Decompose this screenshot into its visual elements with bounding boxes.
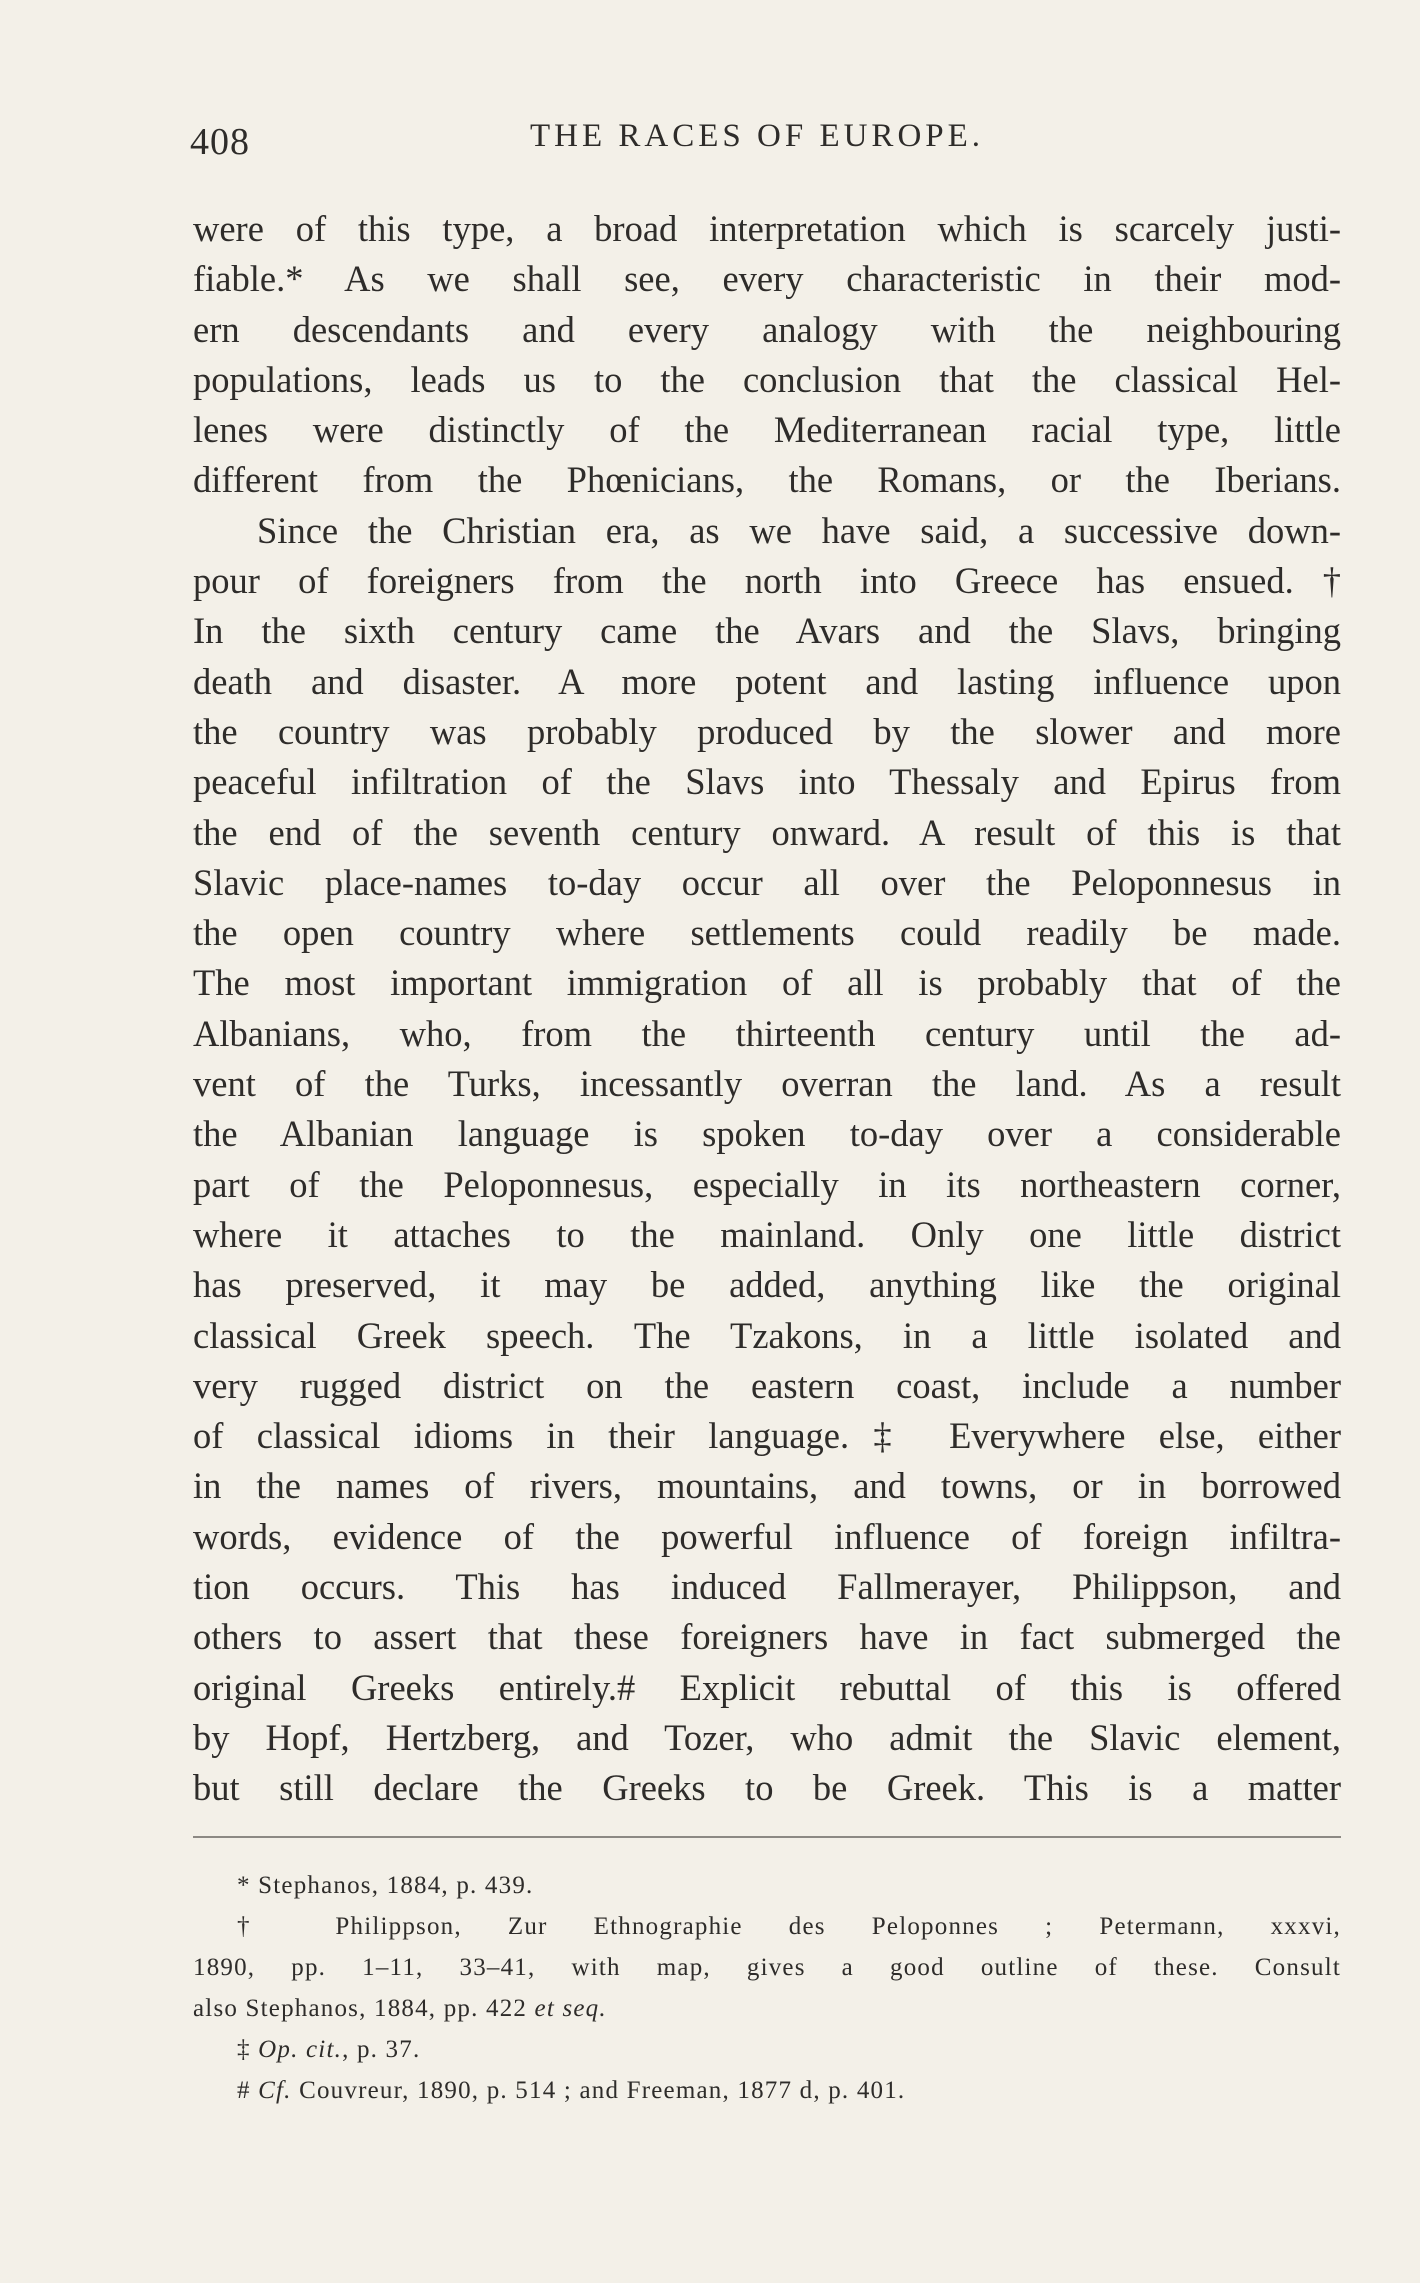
running-title: THE RACES OF EUROPE. [530,118,985,154]
text-line: by Hopf, Hertzberg, and Tozer, who admit the Slavic element, [193,1716,1341,1758]
footnote-2-continued: 1890, pp. 1–11, 33–41, with map, gives a good outline of these. Consult [193,1954,1341,1981]
footnote-text: # [237,2077,259,2104]
text-line: ern descendants and every analogy with the neighbouring [193,308,1341,350]
text-line: Since the Christian era, as we have said, a successive down- [257,509,1341,551]
text-line: pour of foreigners from the north into Greece has ensued.† [193,560,1341,602]
text-line: part of the Peloponnesus, especially in its northeastern corner, [193,1163,1341,1205]
text-line: words, evidence of the powerful influence of foreign infiltra- [193,1515,1341,1557]
footnote-4 [193,2070,1341,2111]
text-line: lenes were distinctly of the Mediterranean racial type, little [193,409,1341,451]
text-line: populations, leads us to the conclusion that the classical Hel- [193,358,1341,400]
footnote-italic: et seq. [534,1995,607,2022]
text-line: were of this type, a broad interpretation which is scarcely justi- [193,208,1341,249]
text-line: tion occurs. This has induced Fallmerayer, Philippson, and [193,1566,1341,1608]
footnote-text: also Stephanos, 1884, pp. 422 [193,1995,535,2022]
footnote-divider [193,1836,1341,1838]
text-line: vent of the Turks, incessantly overran the land. As a result [193,1063,1341,1105]
text-line: death and disaster. A more potent and lasting influence upon [193,660,1341,702]
footnotes [193,1865,1341,2111]
text-line: different from the Phœnicians, the Romans, or the Iberians. [193,459,1341,501]
text-line: the open country where settlements could readily be made. [193,912,1341,954]
footnote-text: Couvreur, 1890, p. 514 ; and Freeman, 1877 d, p. 401. [291,2077,906,2104]
footnote-italic: Op. cit. [258,2036,343,2063]
footnote-1: * Stephanos, 1884, p. 439. [237,1872,534,1899]
text-line: Albanians, who, from the thirteenth century until the ad- [193,1012,1341,1054]
footnote-2: † Philippson, Zur Ethnographie des Peloponnes ; Petermann, xxxvi, [237,1913,1341,1940]
page-number: 408 [190,121,250,163]
text-line: The most important immigration of all is probably that of the [193,962,1341,1004]
text-line: has preserved, it may be added, anything like the original [193,1264,1341,1306]
text-line: original Greeks entirely.# Explicit rebuttal of this is offered [193,1666,1341,1708]
text-line: in the names of rivers, mountains, and towns, or in borrowed [193,1465,1341,1507]
footnote-2-end [193,1988,1341,2029]
text-line: peaceful infiltration of the Slavs into Thessaly and Epirus from [193,761,1341,803]
text-line: the Albanian language is spoken to-day over a considerable [193,1113,1341,1155]
text-line: In the sixth century came the Avars and the Slavs, bringing [193,610,1341,652]
text-line: fiable.* As we shall see, every characteristic in their mod- [193,258,1341,300]
text-line: classical Greek speech. The Tzakons, in a little isolated and [193,1314,1341,1356]
body-text [193,204,1341,1814]
text-line: of classical idioms in their language.‡ Everywhere else, either [193,1415,1341,1457]
footnote-italic: Cf. [258,2077,292,2104]
footnote-text: ‡ [237,2036,259,2063]
text-line: the end of the seventh century onward. A result of this is that [193,811,1341,853]
text-line: very rugged district on the eastern coast, include a number [193,1364,1341,1406]
footnote-3 [193,2029,1341,2070]
text-line: the country was probably produced by the slower and more [193,710,1341,752]
text-line: others to assert that these foreigners have in fact submerged the [193,1616,1341,1658]
text-line: Slavic place-names to-day occur all over the Peloponnesus in [193,861,1341,903]
text-line: but still declare the Greeks to be Greek. This is a matter [193,1767,1341,1809]
text-line: where it attaches to the mainland. Only one little district [193,1213,1341,1255]
page-header [190,112,1340,172]
footnote-text: , p. 37. [342,2036,421,2063]
